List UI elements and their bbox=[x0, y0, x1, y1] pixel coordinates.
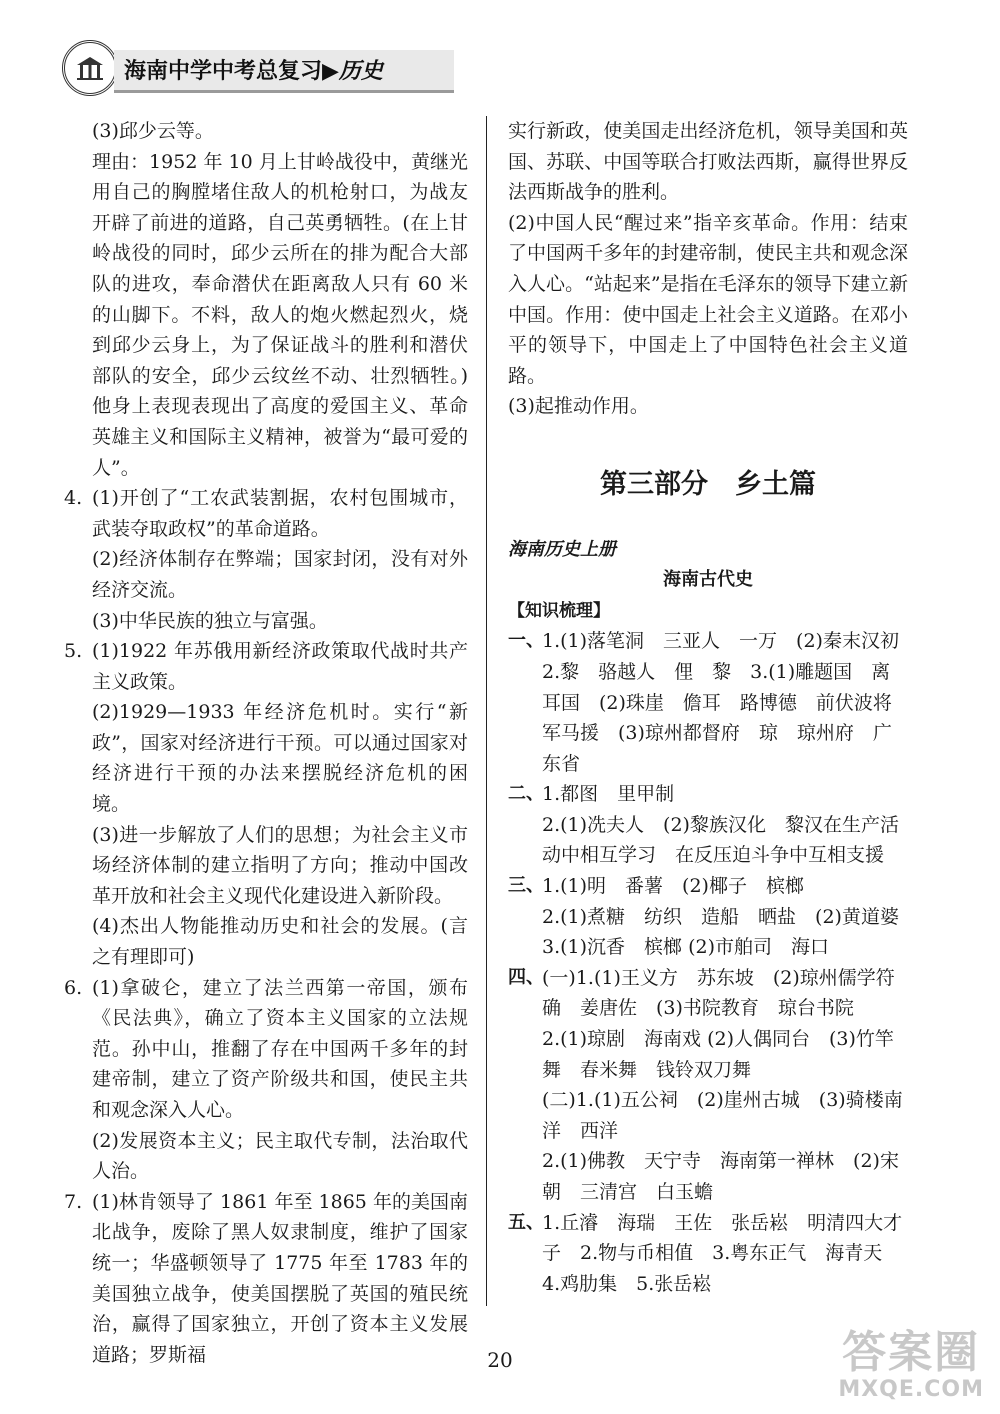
answer-line: (1)开创了“工农武装割据，农村包围城市，武装夺取政权”的革命道路。 bbox=[92, 487, 468, 540]
watermark bbox=[838, 1329, 984, 1402]
knowledge-number: 二、 bbox=[508, 783, 544, 805]
left-column bbox=[64, 116, 468, 1370]
brand-banner bbox=[114, 50, 454, 93]
knowledge-body bbox=[542, 871, 908, 963]
knowledge-body bbox=[542, 779, 908, 871]
knowledge-number: 四、 bbox=[508, 966, 544, 988]
knowledge-line: 1.(1)明 番薯 (2)椰子 槟榔 bbox=[542, 875, 804, 898]
column-divider bbox=[486, 116, 487, 1306]
knowledge-item bbox=[508, 963, 908, 1208]
item-number: 6. bbox=[64, 976, 83, 999]
answer-paragraph: 理由：1952 年 10 月上甘岭战役中，黄继光用自己的胸膛堵住敌人的机枪射口，为战友开辟了前进的道路，自己英勇牺牲。(在上甘岭战役的同时，邱少云所在的排为配合大部队的进攻，奉命潜伏在距离敌人只有 60 米的山脚下。不料，敌人的炮火燃起烈火，烧到邱少云身上，为了保证战斗的胜利和潜伏部队的安全，邱少云纹丝不动、壮烈牺牲。)他身上表现表现出了高度的爱国主义、革命英雄主义和国际主义精神，被誉为“最可爱的人”。 bbox=[92, 150, 468, 479]
knowledge-line: 1.(1)落笔洞 三亚人 一万 (2)秦末汉初 bbox=[542, 630, 899, 653]
right-column bbox=[508, 116, 908, 1299]
answer-line: (1)林肯领导了 1861 年至 1865 年的美国南北战争，废除了黑人奴隶制度，维护了国家统一；华盛顿领导了 1775 年至 1783 年的美国独立战争，使美国摆脱了英国的殖民统治，赢得了国家独立，开创了资本主义发展道路；罗斯福 bbox=[92, 1190, 468, 1366]
chapter-title: 海南古代史 bbox=[663, 569, 753, 591]
watermark-logo: 答案圈 bbox=[842, 1327, 981, 1378]
right-column-answers bbox=[508, 116, 908, 422]
item-body bbox=[92, 483, 468, 636]
answer-item bbox=[64, 973, 468, 1187]
knowledge-tag: 【知识梳理】 bbox=[508, 600, 610, 621]
page-number: 20 bbox=[487, 1348, 513, 1372]
item-number: 4. bbox=[64, 487, 83, 510]
item-body bbox=[92, 1187, 468, 1371]
answer-line: (3)进一步解放了人们的思想；为社会主义市场经济体制的建立指明了方向；推动中国改革开放和社会主义现代化建设进入新阶段。 bbox=[92, 823, 468, 907]
knowledge-list bbox=[508, 626, 908, 1299]
answer-line: (2)发展资本主义；民主取代专制，法治取代人治。 bbox=[92, 1129, 468, 1183]
answer-item bbox=[64, 483, 468, 636]
watermark-url: MXQE.COM bbox=[838, 1377, 984, 1402]
answer-line: (2)经济体制存在弊端；国家封闭，没有对外经济交流。 bbox=[92, 548, 468, 601]
brand-name: 海南中学中考总复习▶ bbox=[124, 59, 339, 84]
brand-title bbox=[124, 54, 383, 85]
answer-line: (3)中华民族的独立与富强。 bbox=[92, 609, 328, 632]
knowledge-line: 2.(1)琼剧 海南戏 (2)人偶同台 (3)竹竿舞 春米舞 钱铃双刀舞 bbox=[542, 1028, 894, 1081]
knowledge-line: 1.丘濬 海瑞 王佐 张岳崧 明清四大才子 2.物与币相值 3.粤东正气 海青天 4.鸡肋集 5.张岳崧 bbox=[542, 1211, 903, 1295]
knowledge-body bbox=[542, 626, 908, 779]
knowledge-body bbox=[542, 1208, 908, 1300]
knowledge-body bbox=[542, 963, 908, 1208]
item-body bbox=[92, 973, 468, 1187]
knowledge-number: 五、 bbox=[508, 1211, 544, 1233]
answer-line: (1)1922 年苏俄用新经济政策取代战时共产主义政策。 bbox=[92, 640, 468, 693]
answer-item bbox=[64, 636, 468, 973]
page-header bbox=[62, 40, 402, 102]
knowledge-item bbox=[508, 1208, 908, 1300]
knowledge-item bbox=[508, 779, 908, 871]
answer-line: (2)1929—1933 年经济危机时。实行“新政”，国家对经济进行干预。可以通过国家对经济进行干预的办法来摆脱经济危机的困境。 bbox=[92, 701, 468, 816]
answer-line: (1)拿破仑，建立了法兰西第一帝国，颁布《民法典》，确立了资本主义国家的立法规范。孙中山，推翻了存在中国两千多年的封建帝制，建立了资产阶级共和国，使民主共和观念深入人心。 bbox=[92, 976, 468, 1121]
knowledge-line: (二)1.(1)五公祠 (2)崖州古城 (3)骑楼南洋 西洋 bbox=[542, 1089, 903, 1142]
answer-line: (4)杰出人物能推动历史和社会的发展。(言之有理即可) bbox=[92, 915, 468, 969]
knowledge-number: 一、 bbox=[508, 630, 544, 652]
knowledge-line: 3.(1)沉香 槟榔 (2)市舶司 海口 bbox=[542, 936, 829, 959]
knowledge-item bbox=[508, 871, 908, 963]
item-body bbox=[92, 636, 468, 973]
answer-paragraph: (3)邱少云等。 bbox=[92, 120, 214, 142]
answer-paragraph: 实行新政，使美国走出经济危机，领导美国和英国、苏联、中国等联合打败法西斯，赢得世界反法西斯战争的胜利。 bbox=[508, 120, 908, 204]
item-number: 5. bbox=[64, 640, 83, 663]
knowledge-line: 2.(1)煮糖 纺织 造船 晒盐 (2)黄道婆 bbox=[542, 905, 899, 928]
section-heading: 第三部分 乡土篇 bbox=[600, 468, 816, 500]
knowledge-item bbox=[508, 626, 908, 779]
brand-subject: 历史 bbox=[338, 59, 383, 84]
knowledge-line: (一)1.(1)王义方 苏东坡 (2)琼州儒学符确 姜唐佐 (3)书院教育 琼台书院 bbox=[542, 966, 895, 1020]
answer-item bbox=[64, 1187, 468, 1371]
answer-paragraph: (2)中国人民“醒过来”指辛亥革命。作用：结束了中国两千多年的封建帝制，使民主共和观念深入人心。“站起来”是指在毛泽东的领导下建立新中国。作用：使中国走上社会主义道路。在邓小平的领导下，中国走上了中国特色社会主义道路。 bbox=[508, 211, 908, 387]
volume-title: 海南历史上册 bbox=[508, 538, 616, 560]
knowledge-line: 1.都图 里甲制 bbox=[542, 783, 675, 806]
item-number: 7. bbox=[64, 1190, 83, 1213]
knowledge-line: 2.(1)佛教 天宁寺 海南第一禅林 (2)宋朝 三清宫 白玉蟾 bbox=[542, 1150, 899, 1203]
school-emblem-icon bbox=[62, 40, 118, 96]
knowledge-line: 2.(1)冼夫人 (2)黎族汉化 黎汉在生产活动中相互学习 在反压迫斗争中互相支援 bbox=[542, 813, 899, 867]
knowledge-line: 2.黎 骆越人 俚 黎 3.(1)雕题国 离耳国 (2)珠崖 儋耳 路博德 前伏波将军马援 (3)琼州都督府 琼 琼州府 广东省 bbox=[542, 660, 892, 775]
answer-paragraph: (3)起推动作用。 bbox=[508, 395, 649, 418]
knowledge-number: 三、 bbox=[508, 875, 544, 897]
